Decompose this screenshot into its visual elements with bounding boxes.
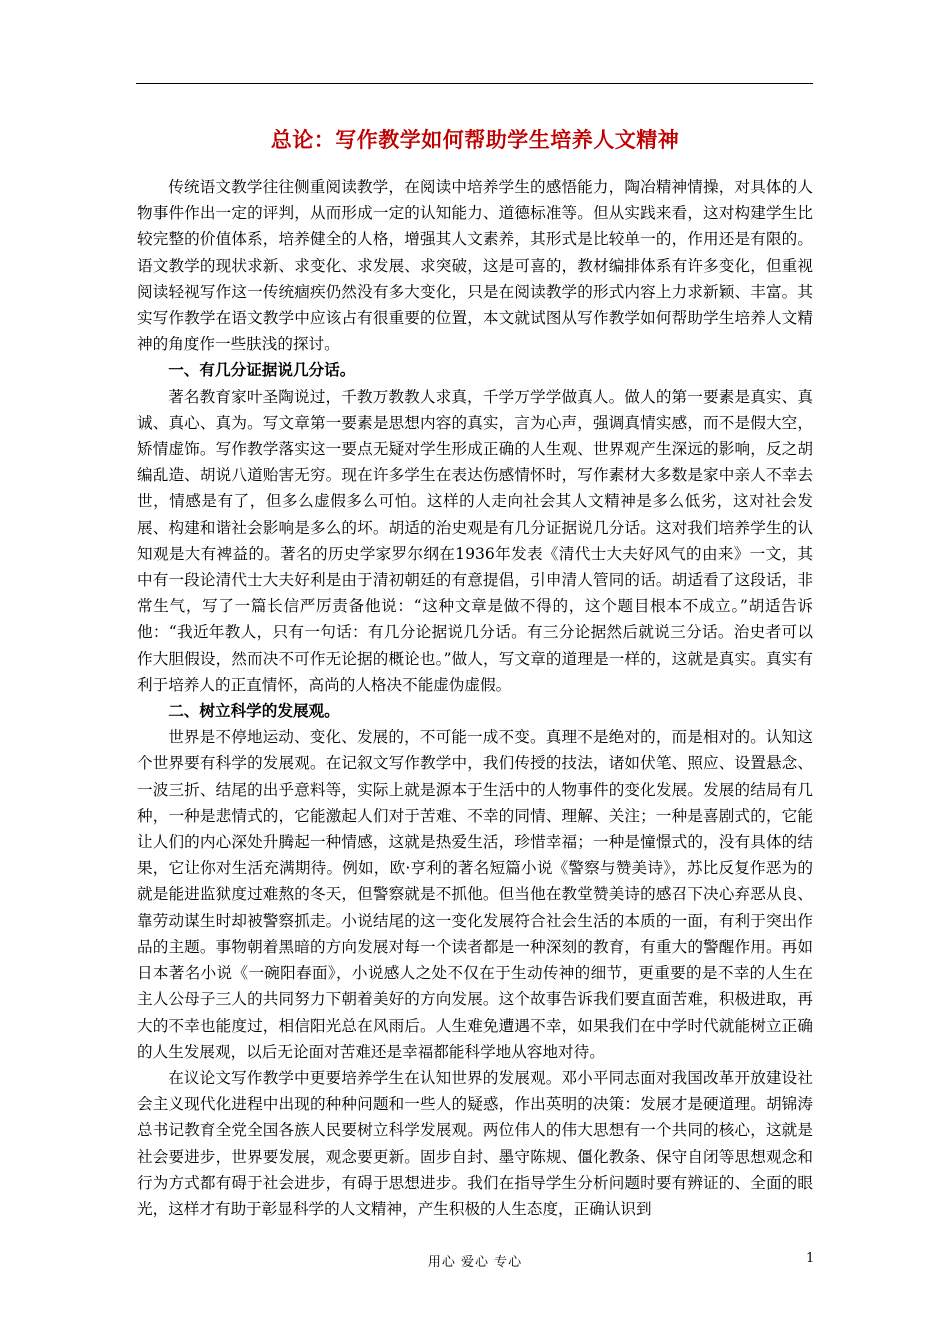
section-1-paragraph-1: 著名教育家叶圣陶说过，千教万教教人求真，千学万学学做真人。做人的第一要素是真实、真诚、真心、真为。写文章第一要素是思想内容的真实，言为心声，强调真情实感，而不是假大空，矫情虚饰。写作教学落实这一要点无疑对学生形成正确的人生观、世界观产生深远的影响，反之胡编乱造、胡说八道贻害无穷。现在许多学生在表达伤感情怀时，写作素材大多数是家中亲人不幸去世，情感是有了，但多么虚假多么可怕。这样的人走向社会其人文精神是多么低劣，这对社会发展、构建和谐社会影响是多么的坏。胡适的治史观是有几分证据说几分话。这对我们培养学生的认知观是大有裨益的。著名的历史学家罗尔纲在1936年发表《清代士大夫好风气的由来》一文，其中有一段论清代士大夫好利是由于清初朝廷的有意提倡，引申清人管同的话。胡适看了这段话，非常生气，写了一篇长信严厉责备他说：“这种文章是做不得的，这个题目根本不成立。”胡适告诉他：“我近年教人，只有一句话：有几分论据说几分话。有三分论据然后就说三分话。治史者可以作大胆假设，然而决不可作无论据的概论也。”做人，写文章的道理是一样的，这就是真实。真实有利于培养人的正直情怀，高尚的人格决不能虚伪虚假。 (137, 387, 813, 694)
section-2-paragraph-2: 在议论文写作教学中更要培养学生在认知世界的发展观。邓小平同志面对我国改革开放建设社会主义现代化进程中出现的种种问题和一些人的疑惑，作出英明的决策：发展才是硬道理。胡锦涛总书记教育全党全国各族人民要树立科学发展观。两位伟人的伟大思想有一个共同的核心，这就是社会要进步，世界要发展，观念要更新。固步自封、墨守陈规、僵化教条、保守自闭等思想观念和行为方式都有碍于社会进步，有碍于思想进步。我们在指导学生分析问题时要有辨证的、全面的眼光，这样才有助于彰显科学的人文精神，产生积极的人生态度，正确认识到 (137, 1068, 813, 1218)
header-rule (136, 83, 813, 84)
footer-slogan: 用心 爱心 专心 (427, 1255, 523, 1270)
document-body (137, 174, 813, 1222)
section-2-paragraph-1: 世界是不停地运动、变化、发展的，不可能一成不变。真理不是绝对的，而是相对的。认知这个世界要有科学的发展观。在记叙文写作教学中，我们传授的技法，诸如伏笔、照应、设置悬念、一波三折、结尾的出乎意料等，实际上就是源本于生活中的人物事件的变化发展。发展的结局有几种，一种是悲情式的，它能激起人们对于苦难、不幸的同情、理解、关注；一种是喜剧式的，它能让人们的内心深处升腾起一种情感，这就是热爱生活，珍惜幸福；一种是憧憬式的，没有具体的结果，它让你对生活充满期待。例如，欧·亨利的著名短篇小说《警察与赞美诗》，苏比反复作恶为的就是能进监狱度过难熬的冬天，但警察就是不抓他。但当他在教堂赞美诗的感召下决心弃恶从良、靠劳动谋生时却被警察抓走。小说结尾的这一变化发展符合社会生活的本质的一面，有利于突出作品的主题。事物朝着黑暗的方向发展对每一个读者都是一种深刻的教育，有重大的警醒作用。再如日本著名小说《一碗阳春面》，小说感人之处不仅在于生动传神的细节，更重要的是不幸的人生在主人公母子三人的共同努力下朝着美好的方向发展。这个故事告诉我们要直面苦难，积极进取，再大的不幸也能度过，相信阳光总在风雨后。人生难免遭遇不幸，如果我们在中学时代就能树立正确的人生发展观，以后无论面对苦难还是幸福都能科学地从容地对待。 (137, 728, 813, 1061)
intro-paragraph: 传统语文教学往往侧重阅读教学，在阅读中培养学生的感悟能力，陶冶精神情操，对具体的人物事件作出一定的评判，从而形成一定的认知能力、道德标准等。但从实践来看，这对构建学生比较完整的价值体系，培养健全的人格，增强其人文素养，其形式是比较单一的，作用还是有限的。语文教学的现状求新、求变化、求发展、求突破，这是可喜的，教材编排体系有许多变化，但重视阅读轻视写作这一传统痼疾仍然没有多大变化，只是在阅读教学的形式内容上力求新颖、丰富。其实写作教学在语文教学中应该占有很重要的位置，本文就试图从写作教学如何帮助学生培养人文精神的角度作一些肤浅的探讨。 (137, 178, 813, 354)
section-heading-2: 二、树立科学的发展观。 (168, 701, 340, 721)
document-title: 总论：写作教学如何帮助学生培养人文精神 (270, 127, 680, 152)
section-heading-1: 一、有几分证据说几分话。 (168, 360, 356, 380)
page-number: 1 (806, 1251, 815, 1266)
